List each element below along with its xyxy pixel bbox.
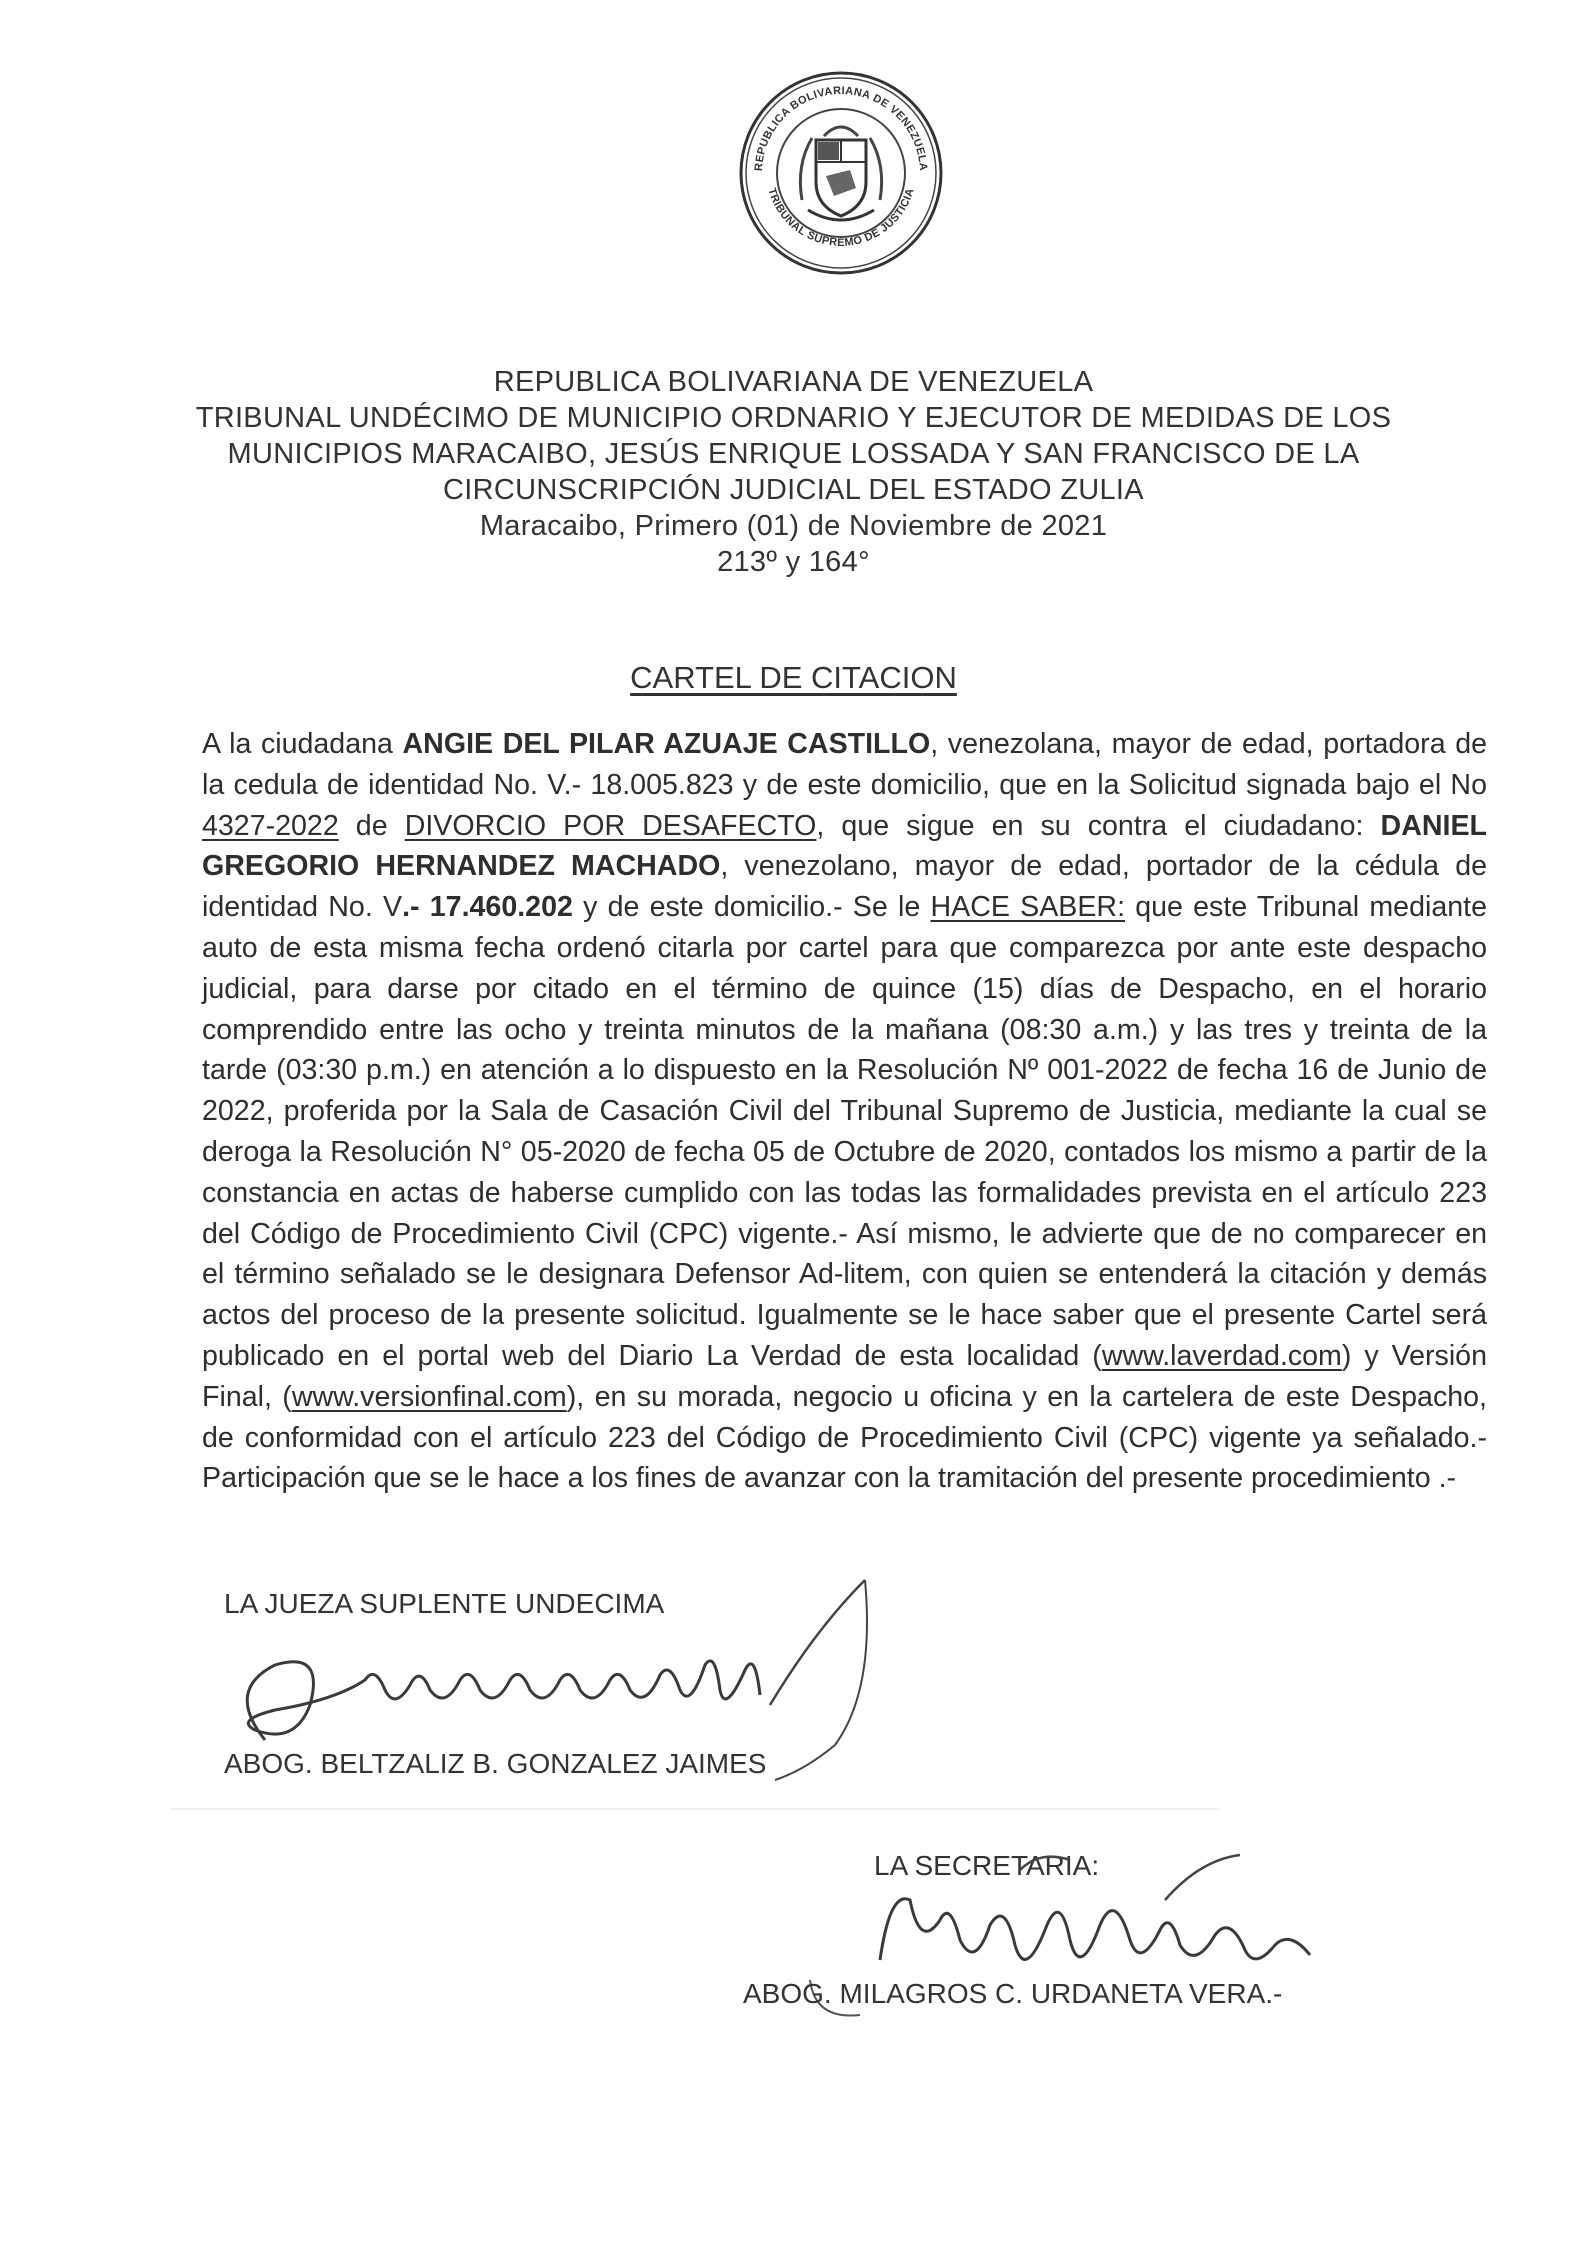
citation-body: [202, 724, 1487, 1499]
header-date: Maracaibo, Primero (01) de Noviembre de 2021: [479, 510, 1108, 542]
respondent-name: ANGIE DEL PILAR AZUAJE CASTILLO: [402, 728, 931, 760]
case-type: DIVORCIO POR DESAFECTO: [404, 809, 817, 842]
secretary-title: LA SECRETARIA:: [874, 1850, 1100, 1881]
document-title: CARTEL DE CITACION: [630, 660, 957, 695]
secretary-name: ABOG. MILAGROS C. URDANETA VERA.-: [743, 1978, 1283, 2009]
header-court-line-2: MUNICIPIOS MARACAIBO, JESÚS ENRIQUE LOSSADA Y SAN FRANCISCO DE LA: [227, 438, 1360, 470]
header-country: REPUBLICA BOLIVARIANA DE VENEZUELA: [493, 366, 1094, 398]
seal-bottom-text: TRIBUNAL SUPREMO DE JUSTICIA: [765, 186, 917, 249]
divider: [170, 1808, 1220, 1810]
applicant-name: DANIEL GREGORIO HERNANDEZ MACHADO: [202, 809, 1487, 883]
header-years: 213º y 164°: [717, 546, 870, 578]
judge-title: LA JUEZA SUPLENTE UNDECIMA: [224, 1588, 665, 1619]
court-seal: [738, 70, 944, 276]
document-header: [150, 364, 1437, 580]
header-court-line-1: TRIBUNAL UNDÉCIMO DE MUNICIPIO ORDNARIO Y EJECUTOR DE MEDIDAS DE LOS: [195, 402, 1392, 434]
case-number: 4327-2022: [202, 809, 339, 842]
coat-of-arms-icon: [800, 127, 881, 220]
url-laverdad: www.laverdad.com: [1101, 1339, 1342, 1372]
judge-name: ABOG. BELTZALIZ B. GONZALEZ JAIMES: [224, 1748, 767, 1779]
seal-top-text: REPUBLICA BOLIVARIANA DE VENEZUELA: [752, 84, 930, 172]
url-versionfinal: www.versionfinal.com: [291, 1380, 567, 1413]
applicant-id: 17.460.202: [429, 891, 573, 924]
hace-saber: HACE SABER:: [930, 891, 1126, 924]
citation-paragraph: A la ciudadana ANGIE DEL PILAR AZUAJE CASTILLO, venezolana, mayor de edad, portadora de la cedula de identidad No. V.- 18.005.823 y de este domicilio, que en la Solicitud signada bajo el No 4327-2022 de DIVORCIO POR DESAFECTO, que sigue en su contra el ciudadano: DANIEL GREGORIO HERNANDEZ MACHADO, venezolano, mayor de edad, portador de la cédula de identidad No. V.- 17.460.202 y de este domicilio.- Se le HACE SABER: que este Tribunal mediante auto de esta misma fecha ordenó citarla por cartel para que comparezca por ante este despacho judicial, para darse por citado en el término de quince (15) días de Despacho, en el horario comprendido entre las ocho y treinta minutos de la mañana (08:30 a.m.) y las tres y treinta de la tarde (03:30 p.m.) en atención a lo dispuesto en la Resolución Nº 001-2022 de fecha 16 de Junio de 2022, proferida por la Sala de Casación Civil del Tribunal Supremo de Justicia, mediante la cual se deroga la Resolución N° 05-2020 de fecha 05 de Octubre de 2020, contados los mismo a partir de la constancia en actas de haberse cumplido con las todas las formalidades prevista en el artículo 223 del Código de Procedimiento Civil (CPC) vigente.- Así mismo, le advierte que de no comparecer en el término señalado se le designara Defensor Ad-litem, con quien se entenderá la citación y demás actos del proceso de la presente solicitud. Igualmente se le hace saber que el presente Cartel será publicado en el portal web del Diario La Verdad de esta localidad (www.laverdad.com) y Versión Final, (www.versionfinal.com), en su morada, negocio u oficina y en la cartelera de este Despacho, de conformidad con el artículo 223 del Código de Procedimiento Civil (CPC) vigente ya señalado.- Participación que se le hace a los fines de avanzar con la tramitación del presente procedimiento .-: [202, 728, 1488, 1495]
header-court-line-3: CIRCUNSCRIPCIÓN JUDICIAL DEL ESTADO ZULIA: [443, 474, 1144, 506]
